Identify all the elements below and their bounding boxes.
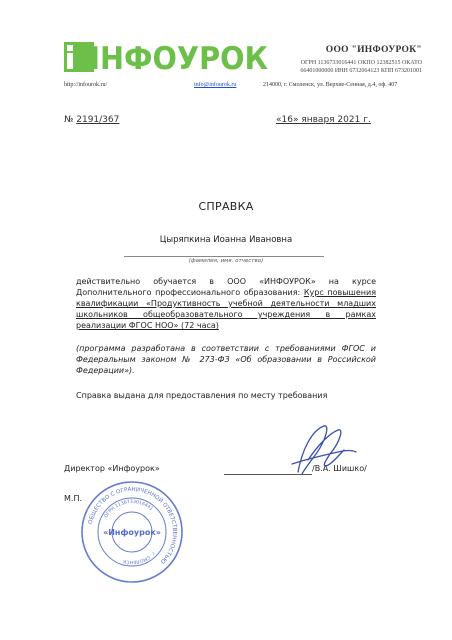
stamp-city: г. СМОЛЕНСК [122, 550, 156, 565]
stamp-ogrn: ОГРН 1136733016441 [104, 499, 154, 520]
reference-number-value: 2191/367 [76, 115, 120, 125]
document-date [276, 115, 371, 125]
stamp-ring-text: ОБЩЕСТВО С ОГРАНИЧЕННОЙ ОТВЕТСТВЕННОСТЬЮ [87, 486, 178, 565]
reference-number [64, 115, 119, 125]
org-registration [270, 59, 422, 75]
director-label: Директор «Инфоурок» [64, 464, 160, 473]
logo-text: ИНФОУРОК [76, 41, 268, 74]
person-underline [124, 256, 324, 257]
handwritten-signature [268, 420, 360, 480]
org-name: ООО "ИНФОУРОК" [325, 45, 422, 55]
document-date-value: «16» января 2021 г. [276, 115, 371, 125]
reference-prefix: № [64, 115, 74, 125]
org-reg-line1: ОГРН 1136733016441 ОКПО 12382515 ОКАТО [300, 60, 422, 66]
body-paragraph [76, 276, 376, 331]
svg-text:ОБЩЕСТВО С ОГРАНИЧЕННОЙ ОТВЕТС [88, 487, 177, 564]
stamp-center-text: «Инфоурок» [103, 528, 161, 537]
purpose-statement: Справка выдана для предоставления по месту требования [76, 391, 328, 400]
stamp-mark: М.П. [64, 494, 83, 503]
infourok-logo [64, 40, 272, 74]
org-address: 214000, г. Смоленск, ул. Верхне-Сенная, д.4, оф. 407 [263, 82, 398, 88]
program-note: (программа разработана в соответствии с требованиями ФГОС и Федеральным законом № 273-ФЗ «Об образовании в Российской Федерации»). [76, 344, 376, 375]
website-link[interactable]: http://infourok.ru/ [64, 82, 108, 88]
course-name: Курс повышения квалификации «Продуктивность учебной деятельности младших школьников общеобразовательного учреждения в рамках реализации ФГОС НОО» (72 часа) [76, 288, 377, 330]
director-name: /В.А. Шишко/ [312, 464, 367, 473]
svg-text:ОГРН 1136733016441 [103, 499, 154, 519]
document-title: СПРАВКА [198, 200, 254, 213]
organization-stamp [78, 478, 186, 586]
person-caption: (фамилия, имя, отчество) [188, 258, 264, 264]
org-reg-line2: 66401000000 ИНН 6732064123 КПП 673201001 [300, 68, 422, 74]
body-intro: действительно обучается в ООО «ИНФОУРОК» на курсе Дополнительного профессионального образования: [76, 277, 376, 297]
svg-text:г. СМОЛЕНСК [122, 550, 156, 565]
person-name: Цыряпкина Иоанна Ивановна [159, 235, 293, 245]
email-link[interactable]: info@infourok.ru [194, 82, 237, 88]
